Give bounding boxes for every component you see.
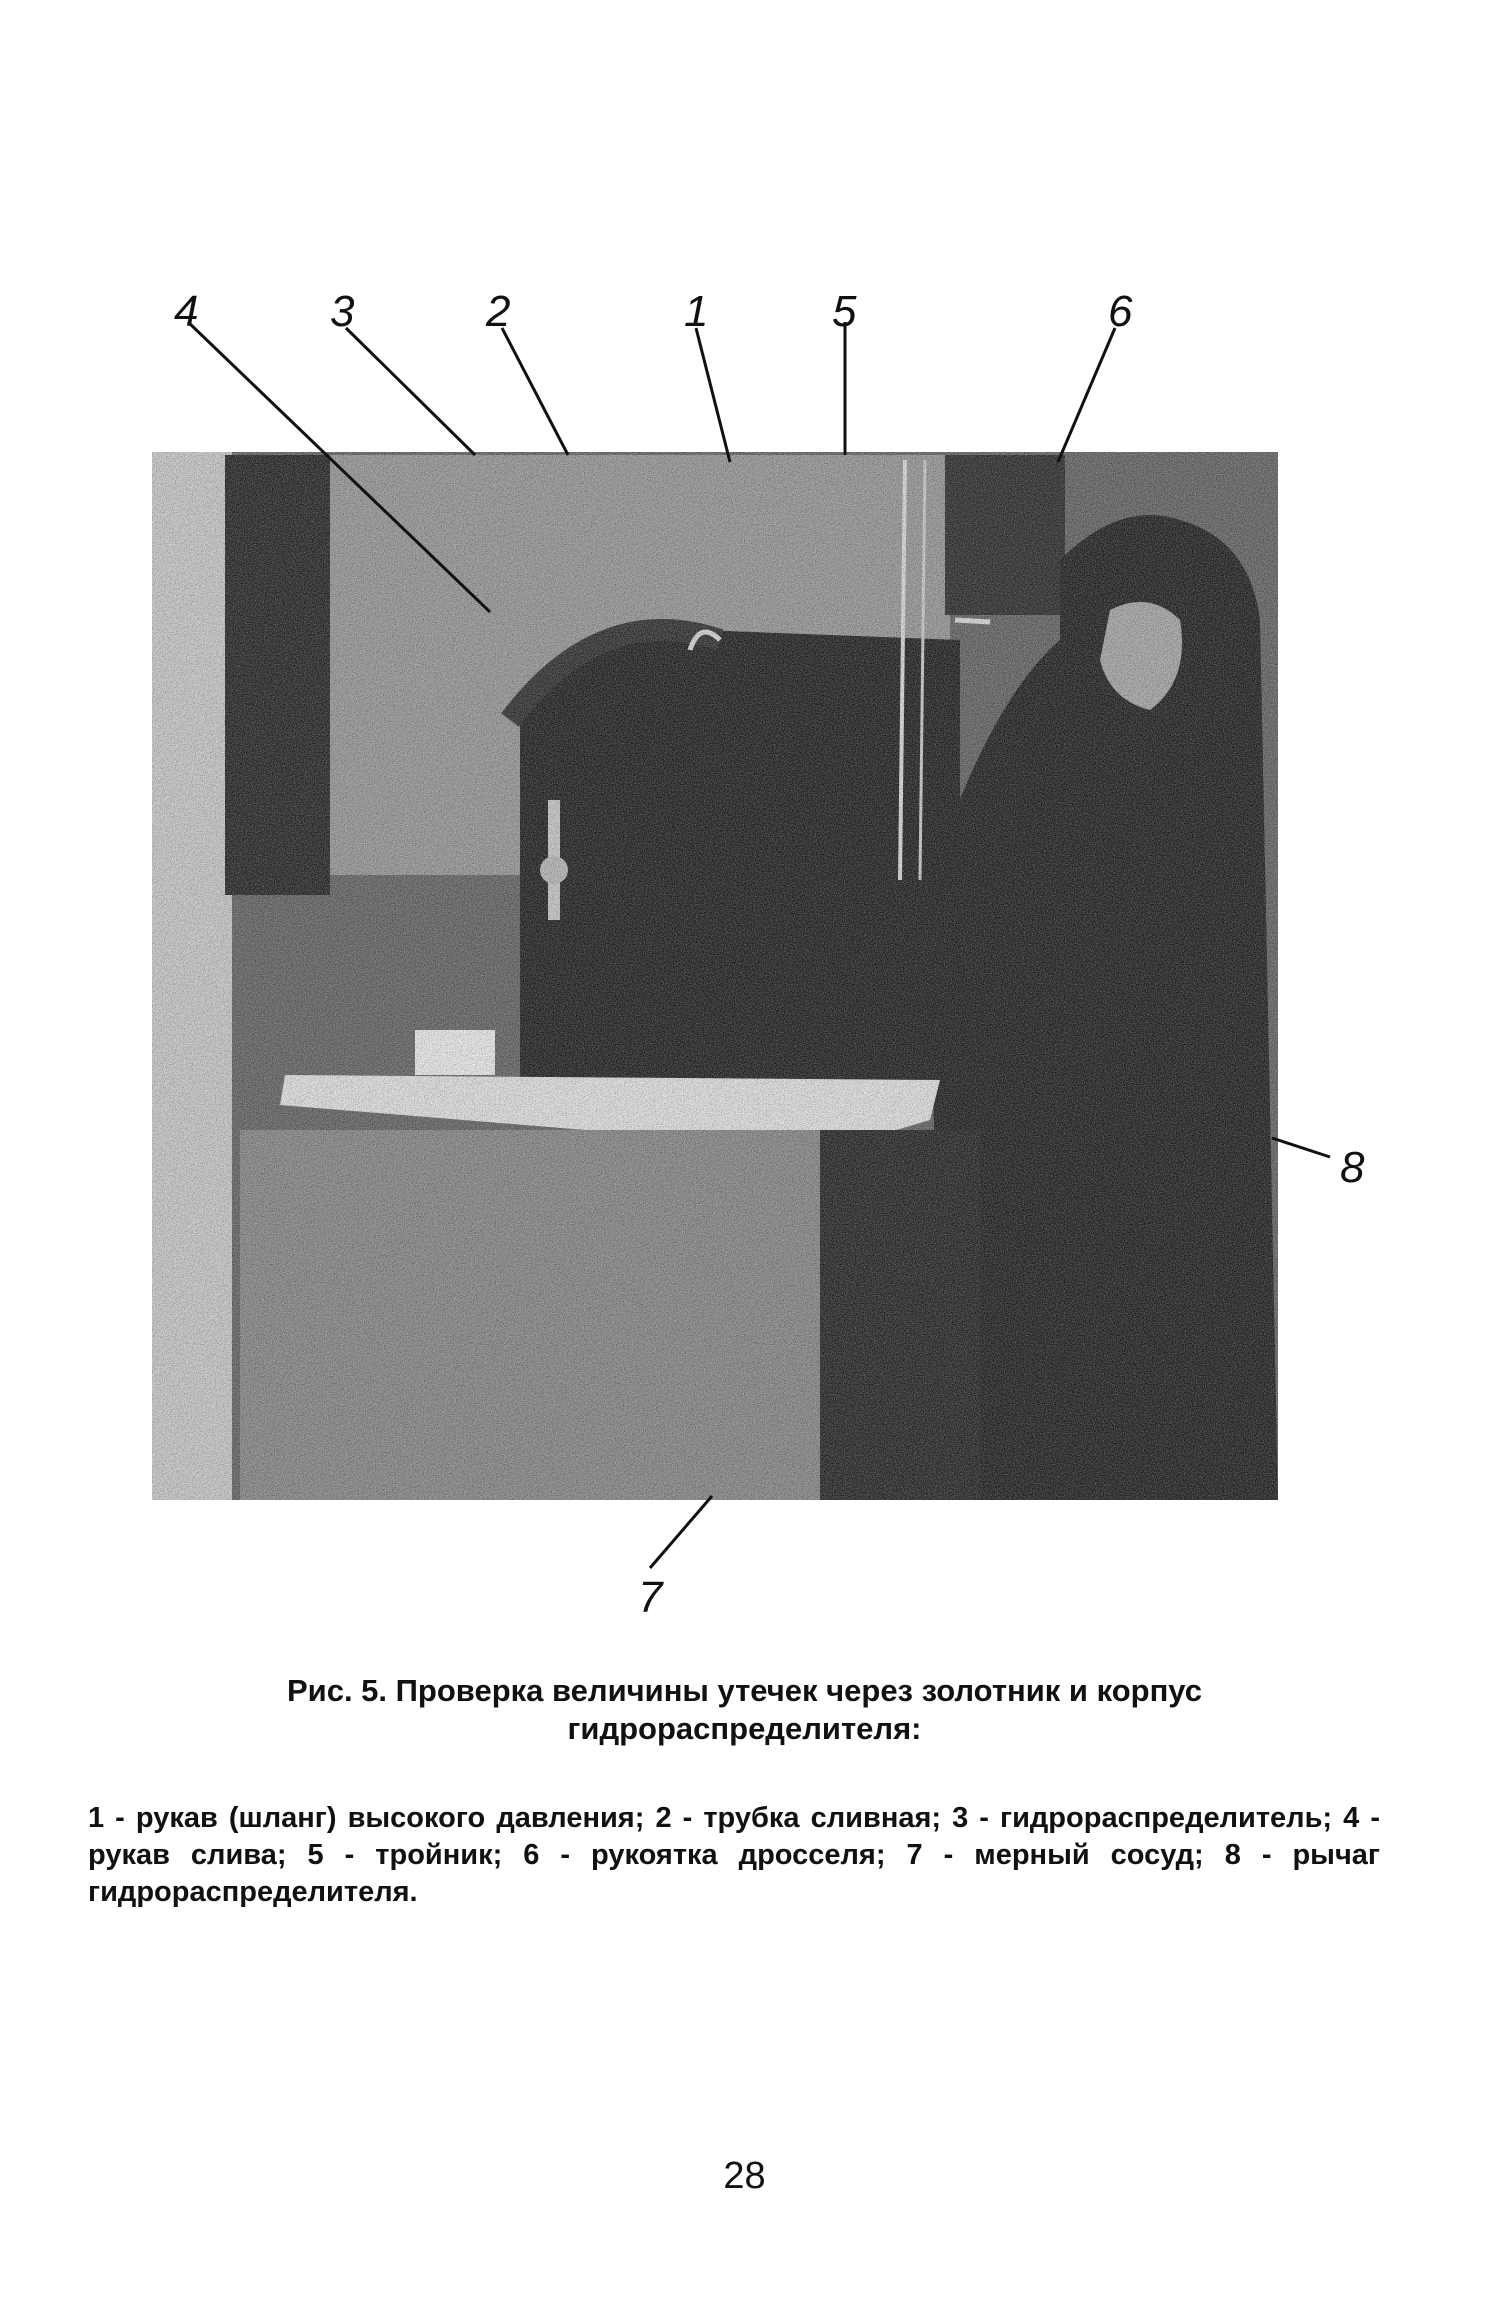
leader-7 <box>650 1496 712 1568</box>
callout-3: 3 <box>330 287 355 336</box>
callout-7: 7 <box>638 1573 663 1620</box>
figure-legend: 1 - рукав (шланг) высокого давления; 2 - трубка сливная; 3 - гидрораспределитель; 4 - рукав слива; 5 - тройник; 6 - рукоятка дросселя; 7 - мерный сосуд; 8 - рычаг гидрораспределителя. <box>88 1802 1380 1908</box>
leader-8 <box>1272 1138 1330 1157</box>
figure-caption <box>150 1672 1339 1748</box>
leader-1 <box>696 328 730 462</box>
leader-6 <box>1058 328 1115 462</box>
caption-line-1: Рис. 5. Проверка величины утечек через золотник и корпус <box>286 1673 1202 1708</box>
callout-6: 6 <box>1108 287 1133 336</box>
equipment-photo <box>152 452 1278 1500</box>
leader-2 <box>502 328 568 455</box>
callout-8: 8 <box>1340 1143 1365 1192</box>
callout-5: 5 <box>832 287 857 336</box>
caption-line-2: гидрораспределителя: <box>567 1711 922 1746</box>
callout-1: 1 <box>684 287 709 336</box>
callout-2: 2 <box>486 287 511 336</box>
callout-4: 4 <box>174 287 199 336</box>
page-number: 28 <box>723 2155 766 2197</box>
leader-3 <box>346 328 475 455</box>
